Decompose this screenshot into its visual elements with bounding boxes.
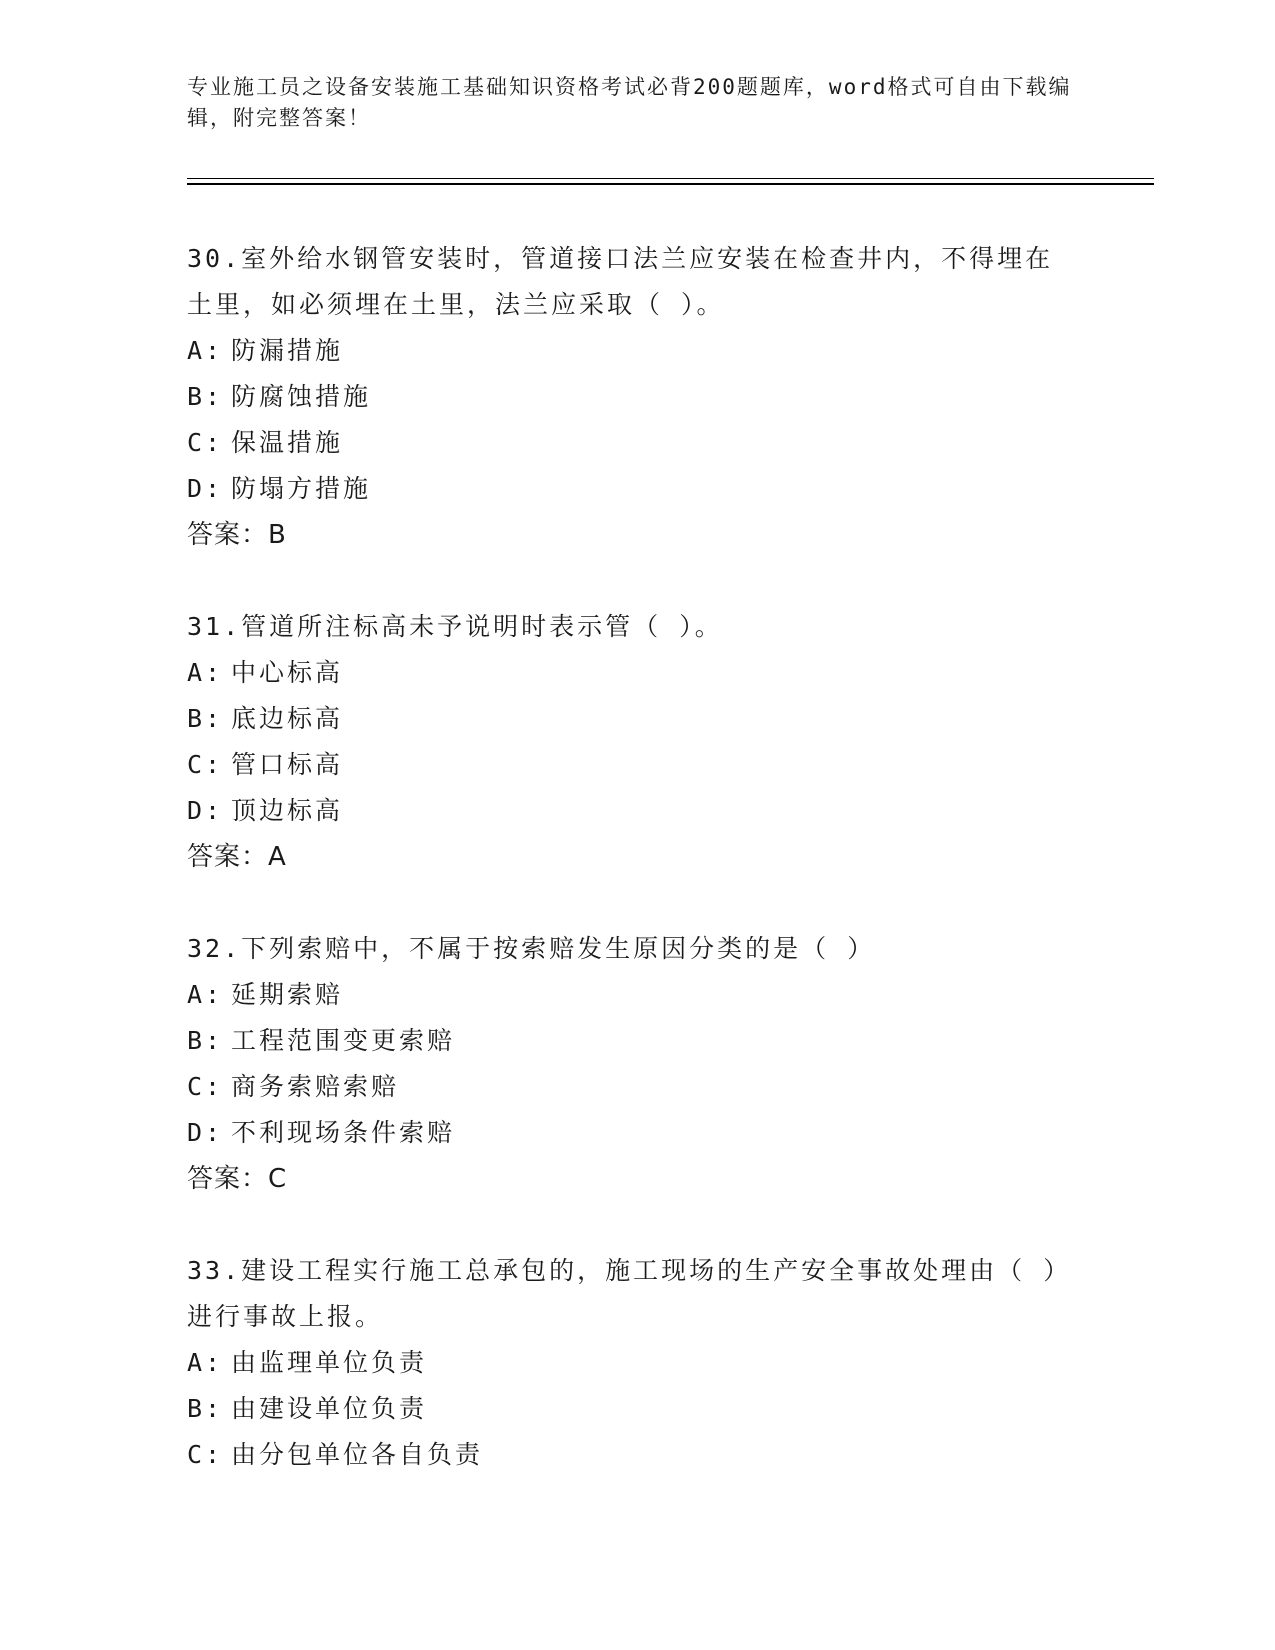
option-letter: D: bbox=[187, 796, 224, 825]
answer-line: 答案：A bbox=[187, 842, 287, 872]
option-text: 由分包单位各自负责 bbox=[231, 1440, 484, 1469]
option-b bbox=[187, 696, 1087, 742]
option-letter: B: bbox=[187, 382, 224, 411]
option-letter: C: bbox=[187, 1440, 224, 1469]
option-a bbox=[187, 650, 1087, 696]
option-letter: C: bbox=[187, 1072, 224, 1101]
option-d bbox=[187, 788, 1087, 834]
option-letter: A: bbox=[187, 336, 224, 365]
option-c bbox=[187, 1064, 1087, 1110]
option-text: 工程范围变更索赔 bbox=[231, 1026, 456, 1055]
option-text: 延期索赔 bbox=[231, 980, 344, 1009]
option-text: 防塌方措施 bbox=[231, 474, 372, 503]
question-stem: 33.建设工程实行施工总承包的，施工现场的生产安全事故处理由（ ）进行事故上报。 bbox=[187, 1256, 1059, 1331]
answer-line: 答案：B bbox=[187, 520, 287, 550]
option-letter: A: bbox=[187, 980, 224, 1009]
option-letter: A: bbox=[187, 1348, 224, 1377]
option-text: 防漏措施 bbox=[231, 336, 344, 365]
option-text: 由建设单位负责 bbox=[231, 1394, 428, 1423]
question-32 bbox=[187, 926, 1087, 1202]
option-text: 管口标高 bbox=[231, 750, 344, 779]
header-rule-top bbox=[187, 178, 1154, 179]
option-d bbox=[187, 1110, 1087, 1156]
option-letter: B: bbox=[187, 1394, 224, 1423]
option-d bbox=[187, 466, 1087, 512]
option-c bbox=[187, 1432, 1087, 1478]
option-letter: B: bbox=[187, 704, 224, 733]
option-text: 防腐蚀措施 bbox=[231, 382, 372, 411]
option-letter: D: bbox=[187, 474, 224, 503]
option-a bbox=[187, 972, 1087, 1018]
option-letter: D: bbox=[187, 1118, 224, 1147]
question-33 bbox=[187, 1248, 1087, 1478]
option-text: 商务索赔索赔 bbox=[231, 1072, 400, 1101]
option-text: 中心标高 bbox=[231, 658, 344, 687]
header-rule-bottom bbox=[187, 183, 1154, 185]
question-list bbox=[187, 236, 1087, 1524]
question-stem: 32.下列索赔中，不属于按索赔发生原因分类的是（ ） bbox=[187, 934, 876, 963]
option-c bbox=[187, 742, 1087, 788]
option-text: 由监理单位负责 bbox=[231, 1348, 428, 1377]
question-stem: 30.室外给水钢管安装时，管道接口法兰应安装在检查井内，不得埋在土里，如必须埋在土里，法兰应采取（ ）。 bbox=[187, 244, 1054, 319]
option-letter: B: bbox=[187, 1026, 224, 1055]
question-31 bbox=[187, 604, 1087, 880]
option-a bbox=[187, 1340, 1087, 1386]
option-letter: A: bbox=[187, 658, 224, 687]
option-letter: C: bbox=[187, 750, 224, 779]
document-header: 专业施工员之设备安装施工基础知识资格考试必背200题题库，word格式可自由下载编辑，附完整答案！ bbox=[187, 75, 1072, 130]
option-a bbox=[187, 328, 1087, 374]
option-text: 不利现场条件索赔 bbox=[231, 1118, 456, 1147]
option-letter: C: bbox=[187, 428, 224, 457]
option-text: 底边标高 bbox=[231, 704, 344, 733]
question-stem: 31.管道所注标高未予说明时表示管（ ）。 bbox=[187, 612, 723, 641]
option-b bbox=[187, 1386, 1087, 1432]
option-b bbox=[187, 374, 1087, 420]
option-text: 顶边标高 bbox=[231, 796, 344, 825]
question-30 bbox=[187, 236, 1087, 558]
option-text: 保温措施 bbox=[231, 428, 344, 457]
option-c bbox=[187, 420, 1087, 466]
answer-line: 答案：C bbox=[187, 1164, 288, 1194]
option-b bbox=[187, 1018, 1087, 1064]
